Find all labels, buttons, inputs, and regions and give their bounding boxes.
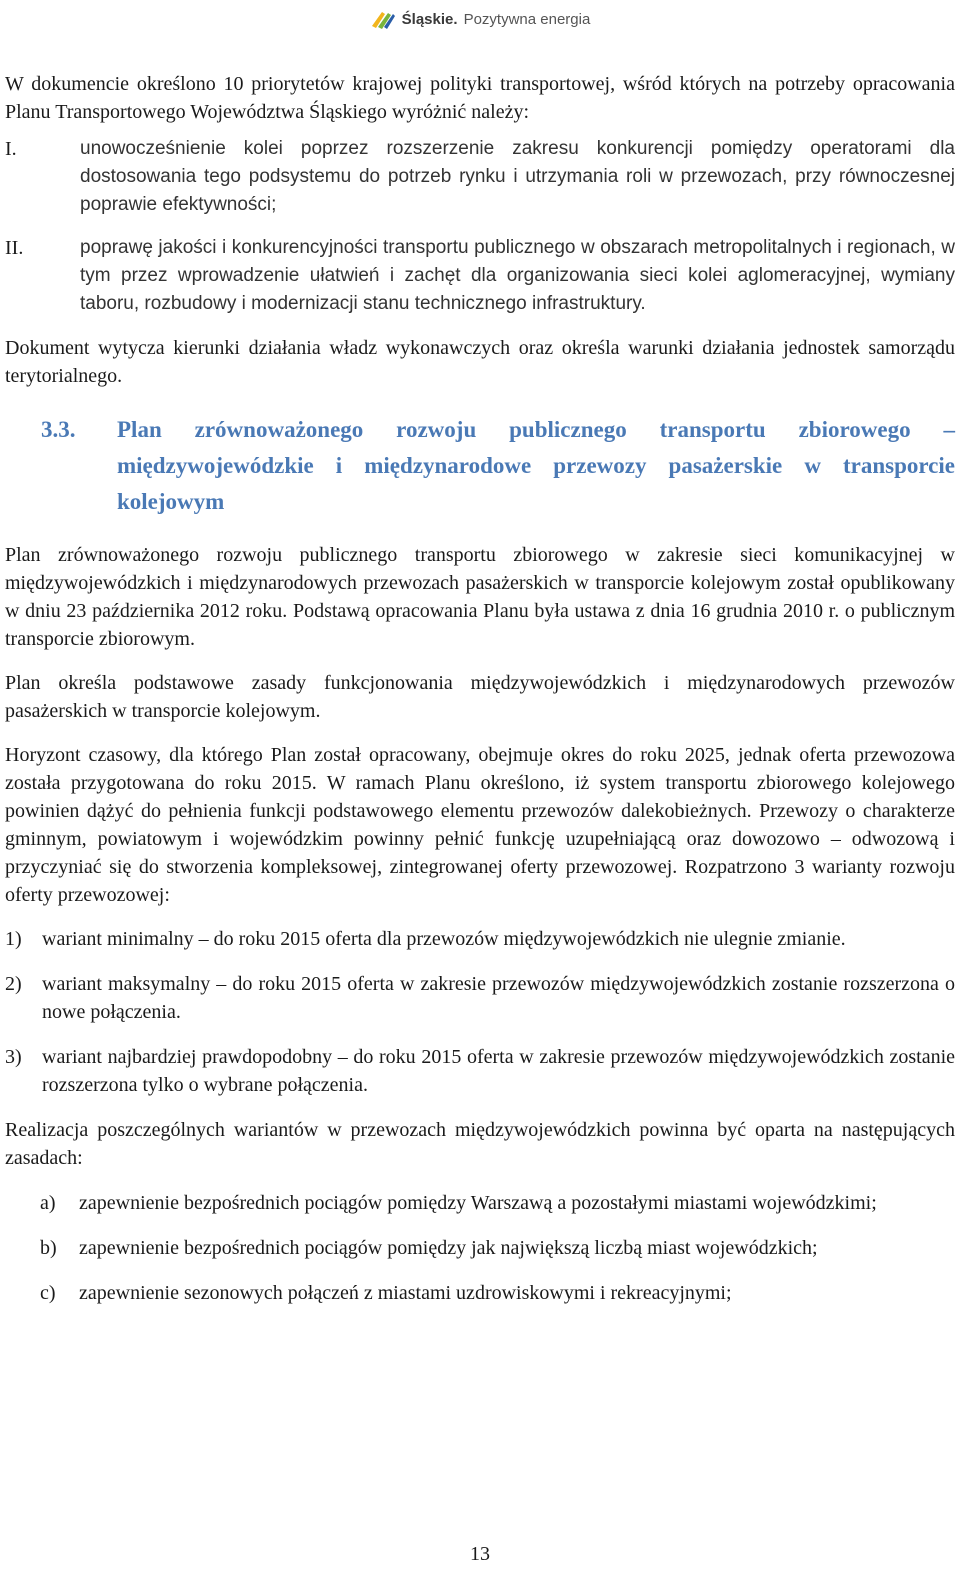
principle-item <box>5 1189 955 1217</box>
principle-item <box>5 1279 955 1307</box>
logo-brand-text: Śląskie. <box>401 10 458 28</box>
priority-item <box>5 234 955 318</box>
variant-marker: 1) <box>5 928 22 950</box>
after-priorities-paragraph: Dokument wytycza kierunki działania władz wykonawczych oraz określa warunki działania jednostek samorządu terytorialnego. <box>5 337 955 387</box>
section-number: 3.3. <box>41 417 76 442</box>
priority-number: I. <box>5 138 17 160</box>
variant-text: wariant minimalny – do roku 2015 oferta dla przewozów międzywojewódzkich nie ulegnie zmianie. <box>42 928 846 950</box>
intro-paragraph: W dokumencie określono 10 priorytetów krajowej polityki transportowej, wśród których na potrzeby opracowania Planu Transportowego Województwa Śląskiego wyróżnić należy: <box>5 73 955 123</box>
variants-list <box>5 925 955 1099</box>
variant-text: wariant maksymalny – do roku 2015 oferta w zakresie przewozów międzywojewódzkich zostanie rozszerzona o nowe połączenia. <box>42 973 955 1023</box>
priority-text: unowocześnienie kolei poprzez rozszerzenie zakresu konkurencji pomiędzy operatorami dla dostosowania tego podsystemu do potrzeb rynku i utrzymania roli w przewozach, przy równoczesnej poprawie efektywności; <box>80 138 955 215</box>
principle-item <box>5 1234 955 1262</box>
priority-number: II. <box>5 237 24 259</box>
principle-marker: b) <box>40 1237 57 1259</box>
realization-intro-paragraph: Realizacja poszczególnych wariantów w przewozach międzywojewódzkich powinna być oparta na następujących zasadach: <box>5 1119 955 1169</box>
section-heading <box>5 412 955 520</box>
page-content <box>5 70 955 1307</box>
variant-text: wariant najbardziej prawdopodobny – do roku 2015 oferta w zakresie przewozów międzywojewódzkich zostanie rozszerzona tylko o wybrane połączenia. <box>42 1046 955 1096</box>
principle-marker: a) <box>40 1192 56 1214</box>
principle-text: zapewnienie bezpośrednich pociągów pomiędzy jak największą liczbą miast wojewódzkich; <box>79 1237 818 1259</box>
body-paragraph: Horyzont czasowy, dla którego Plan został opracowany, obejmuje okres do roku 2025, jednak oferta przewozowa została przygotowana do roku 2015. W ramach Planu określono, iż system transportu zbiorowego kolejowego powinien dążyć do pełnienia funkcji podstawowego elementu przewozów dalekobieżnych. Przewozy o charakterze gminnym, powiatowym i wojewódzkim powinny pełnić funkcję uzupełniającą oraz dowozowo – odwozową i przyczyniać się do stworzenia kompleksowej, zintegrowanej oferty przewozowej. Rozpatrzono 3 warianty rozwoju oferty przewozowej: <box>5 744 955 906</box>
variant-marker: 2) <box>5 973 22 995</box>
slaskie-logo <box>370 8 591 30</box>
principle-text: zapewnienie bezpośrednich pociągów pomiędzy Warszawą a pozostałymi miastami wojewódzkimi; <box>79 1192 877 1214</box>
variant-item <box>5 970 955 1026</box>
variant-item <box>5 1043 955 1099</box>
section-title: Plan zrównoważonego rozwoju publicznego transportu zbiorowego – międzywojewódzkie i międzynarodowe przewozy pasażerskie w transporcie kolejowym <box>117 417 955 514</box>
slaskie-logo-icon <box>370 8 396 30</box>
principle-text: zapewnienie sezonowych połączeń z miastami uzdrowiskowymi i rekreacyjnymi; <box>79 1282 732 1304</box>
priority-item <box>5 135 955 219</box>
body-paragraph: Plan określa podstawowe zasady funkcjonowania międzywojewódzkich i międzynarodowych przewozów pasażerskich w transporcie kolejowym. <box>5 672 955 722</box>
logo-tagline-text: Pozytywna energia <box>463 10 591 28</box>
body-paragraph: Plan zrównoważonego rozwoju publicznego transportu zbiorowego w zakresie sieci komunikacyjnej w międzywojewódzkich i międzynarodowych przewozach pasażerskich w transporcie kolejowym został opublikowany w dniu 23 października 2012 roku. Podstawą opracowania Planu była ustawa z dnia 16 grudnia 2010 r. o publicznym transporcie zbiorowym. <box>5 544 955 650</box>
principles-list <box>5 1189 955 1307</box>
page-header <box>0 4 960 34</box>
principle-marker: c) <box>40 1282 56 1304</box>
priority-text: poprawę jakości i konkurencyjności transportu publicznego w obszarach metropolitalnych i regionach, w tym przez wprowadzenie ułatwień i zachęt dla organizowania sieci kolei aglomeracyjnej, wymiany taboru, rozbudowy i modernizacji stanu technicznego infrastruktury. <box>80 237 955 314</box>
variant-marker: 3) <box>5 1046 22 1068</box>
priorities-list <box>5 135 955 318</box>
page-number: 13 <box>470 1543 490 1565</box>
variant-item <box>5 925 955 953</box>
